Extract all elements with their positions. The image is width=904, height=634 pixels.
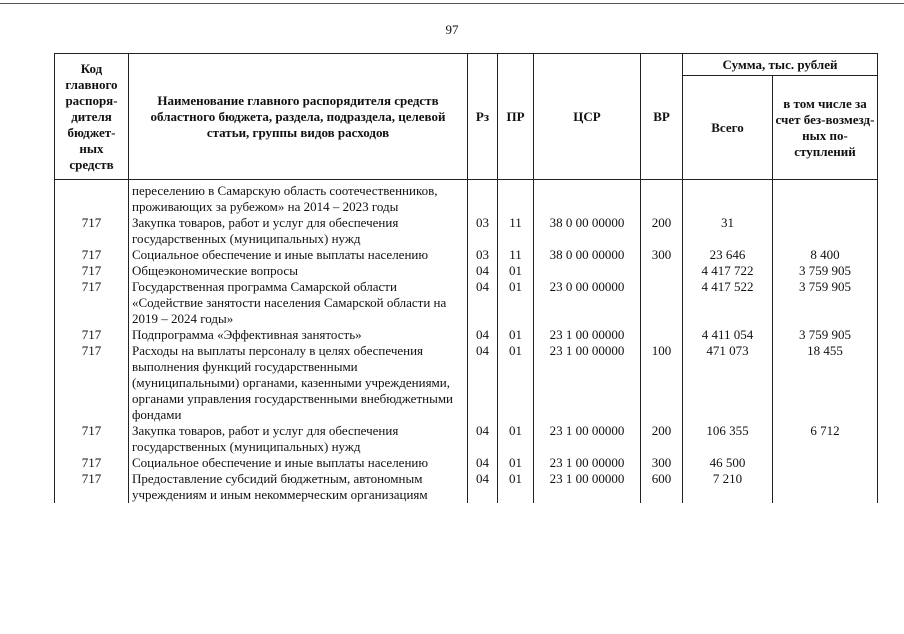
cell-pr: 11 [498,215,534,247]
cell-csr: 23 1 00 00000 [534,343,641,423]
cell-vr: 300 [641,247,683,263]
cell-csr [534,263,641,279]
cell-total: 4 411 054 [683,327,773,343]
cell-csr: 23 1 00 00000 [534,471,641,503]
cell-vr [641,279,683,327]
cell-code: 717 [55,343,129,423]
cell-code: 717 [55,247,129,263]
cell-rz: 04 [468,327,498,343]
cell-total [683,180,773,216]
cell-code: 717 [55,327,129,343]
cell-total: 471 073 [683,343,773,423]
cell-rz: 04 [468,263,498,279]
cell-name: Закупка товаров, работ и услуг для обеспечения государственных (муниципальных) нужд [129,215,468,247]
cell-rz: 04 [468,423,498,455]
cell-code [55,180,129,216]
cell-name: Социальное обеспечение и иные выплаты населению [129,455,468,471]
cell-rz: 04 [468,343,498,423]
header-rz: Рз [468,54,498,180]
table-row [55,279,878,327]
header-total: Всего [683,76,773,180]
cell-vr [641,263,683,279]
cell-free: 6 712 [773,423,878,455]
table-row [55,455,878,471]
cell-code: 717 [55,455,129,471]
table-body [55,180,878,504]
header-csr: ЦСР [534,54,641,180]
cell-pr: 01 [498,423,534,455]
cell-pr [498,180,534,216]
cell-total: 106 355 [683,423,773,455]
cell-pr: 01 [498,279,534,327]
budget-table [54,53,878,503]
cell-rz: 04 [468,279,498,327]
cell-name: Государственная программа Самарской области «Содействие занятости населения Самарской области на 2019 – 2024 годы» [129,279,468,327]
cell-rz: 04 [468,471,498,503]
top-rule [0,3,904,4]
cell-free: 3 759 905 [773,327,878,343]
table-row [55,263,878,279]
table-row [55,423,878,455]
cell-name: Предоставление субсидий бюджетным, автономным учреждениям и иным некоммерческим организациям [129,471,468,503]
header-name: Наименование главного распорядителя средств областного бюджета, раздела, подраздела, целевой статьи, группы видов расходов [129,54,468,180]
cell-name: Социальное обеспечение и иные выплаты населению [129,247,468,263]
cell-csr: 23 0 00 00000 [534,279,641,327]
header-amount: Сумма, тыс. рублей [683,54,878,76]
cell-csr [534,180,641,216]
cell-total: 23 646 [683,247,773,263]
cell-total: 46 500 [683,455,773,471]
header-free: в том числе за счет без-возмезд-ных по-ступлений [773,76,878,180]
cell-vr [641,327,683,343]
cell-total: 31 [683,215,773,247]
cell-code: 717 [55,215,129,247]
header-vr: ВР [641,54,683,180]
cell-pr: 01 [498,327,534,343]
cell-csr: 23 1 00 00000 [534,455,641,471]
cell-total: 7 210 [683,471,773,503]
cell-csr: 38 0 00 00000 [534,247,641,263]
cell-rz: 04 [468,455,498,471]
cell-free [773,471,878,503]
cell-name: Расходы на выплаты персоналу в целях обеспечения выполнения функций государственными (муниципальными) органами, казенными учреждениями, органами управления государственными внебюджетными фондами [129,343,468,423]
cell-free: 18 455 [773,343,878,423]
page-number: 97 [445,22,459,37]
cell-csr: 23 1 00 00000 [534,327,641,343]
cell-vr: 300 [641,455,683,471]
header-code: Код главного распоря-дителя бюджет-ных средств [55,54,129,180]
cell-free: 3 759 905 [773,263,878,279]
cell-code: 717 [55,263,129,279]
cell-pr: 11 [498,247,534,263]
cell-code: 717 [55,423,129,455]
cell-free [773,215,878,247]
table-row [55,343,878,423]
cell-vr: 200 [641,423,683,455]
cell-name: Закупка товаров, работ и услуг для обеспечения государственных (муниципальных) нужд [129,423,468,455]
cell-rz [468,180,498,216]
cell-code: 717 [55,279,129,327]
cell-pr: 01 [498,343,534,423]
cell-rz: 03 [468,247,498,263]
cell-code: 717 [55,471,129,503]
header-pr: ПР [498,54,534,180]
table-row [55,247,878,263]
cell-vr: 100 [641,343,683,423]
table-row [55,215,878,247]
cell-free: 3 759 905 [773,279,878,327]
table-row [55,180,878,216]
cell-name: Общеэкономические вопросы [129,263,468,279]
cell-csr: 38 0 00 00000 [534,215,641,247]
cell-total: 4 417 722 [683,263,773,279]
cell-vr: 600 [641,471,683,503]
cell-name: Подпрограмма «Эффективная занятость» [129,327,468,343]
cell-free [773,180,878,216]
cell-free [773,455,878,471]
table-row [55,327,878,343]
table-row [55,471,878,503]
cell-free: 8 400 [773,247,878,263]
cell-pr: 01 [498,455,534,471]
cell-vr [641,180,683,216]
cell-total: 4 417 522 [683,279,773,327]
cell-vr: 200 [641,215,683,247]
cell-pr: 01 [498,263,534,279]
cell-csr: 23 1 00 00000 [534,423,641,455]
cell-rz: 03 [468,215,498,247]
cell-name: переселению в Самарскую область соотечественников, проживающих за рубежом» на 2014 – 2023 годы [129,180,468,216]
cell-pr: 01 [498,471,534,503]
